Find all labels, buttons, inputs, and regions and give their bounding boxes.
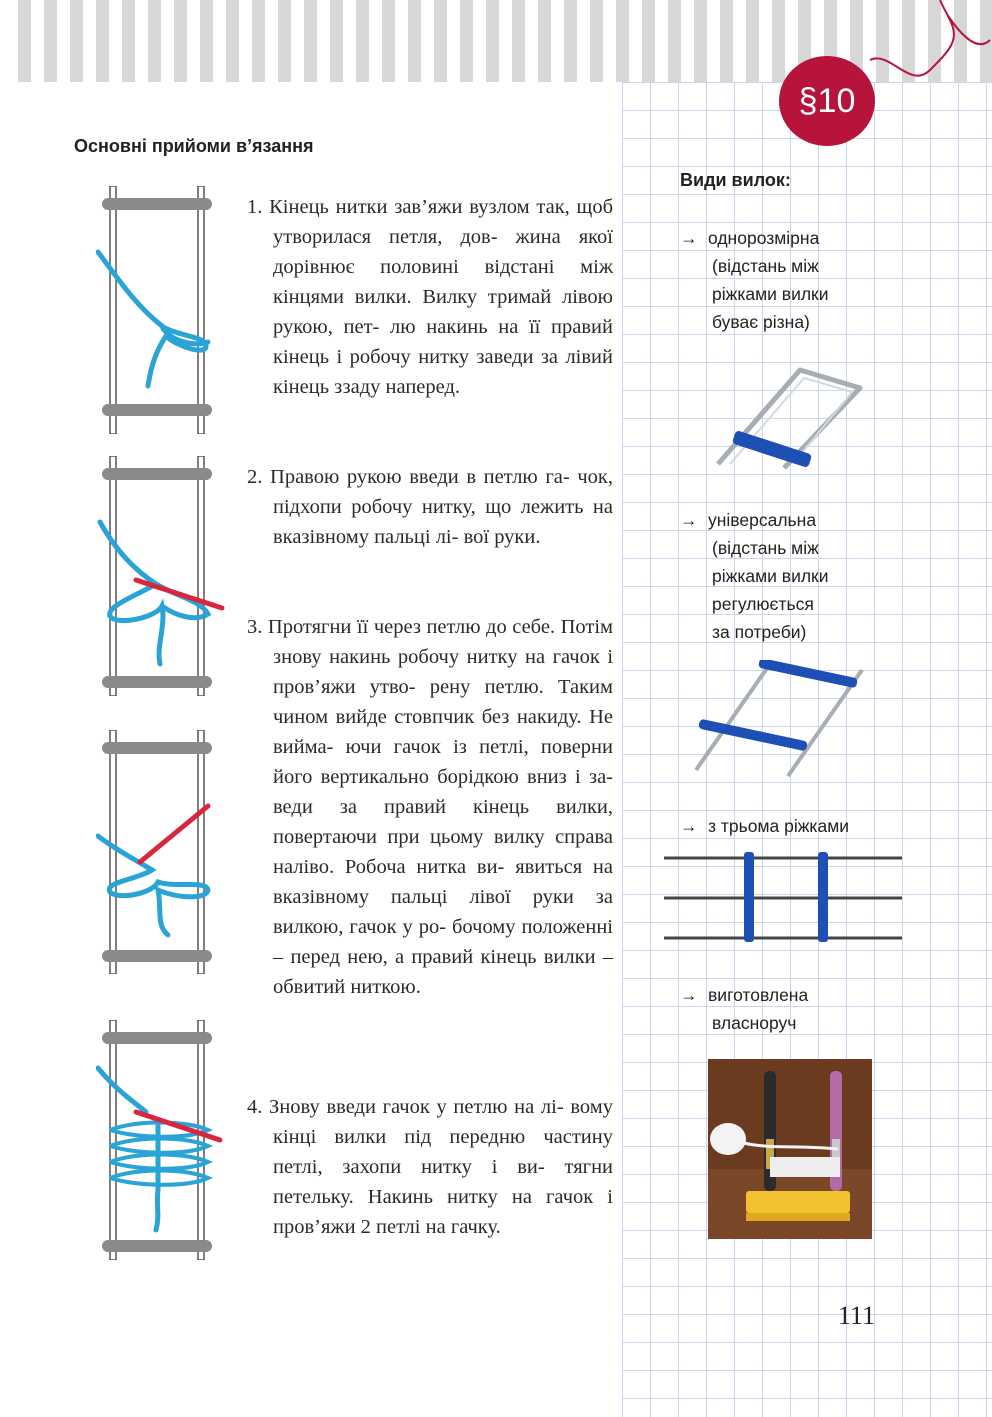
header-stripe xyxy=(616,0,629,82)
step-1-text: 1. Кінець нитки зав’яжи вузлом так, щоб утворилася петля, дов- жина якої дорівнює половині відстані між кінцями вилки. Вилку тримай лівою рукою, пет- лю накинь на її правий кінець і робочу нитку заведи за лівий кінець ззаду наперед. xyxy=(247,196,614,398)
header-stripe xyxy=(330,0,343,82)
header-stripe xyxy=(564,0,577,82)
step-3-illustration xyxy=(96,730,226,974)
header-stripe xyxy=(356,0,369,82)
universal-fork-image xyxy=(688,660,866,780)
header-stripe xyxy=(720,0,733,82)
step-2-text: 2. Правою рукою введи в петлю га- чок, підхопи робочу нитку, що лежить на вказівному пальці лі- вої руки. xyxy=(247,466,614,548)
section-heading: Основні прийоми в’язання xyxy=(74,136,314,156)
header-stripe xyxy=(18,0,31,82)
header-stripe xyxy=(44,0,57,82)
header-stripe xyxy=(408,0,421,82)
fork-type-three-prong: → з трьома ріжками xyxy=(680,812,849,840)
single-size-fork-image xyxy=(712,364,868,472)
header-stripe xyxy=(252,0,265,82)
header-stripe xyxy=(304,0,317,82)
header-stripe xyxy=(538,0,551,82)
arrow-right-icon: → xyxy=(680,228,698,248)
header-stripe xyxy=(278,0,291,82)
header-stripe xyxy=(486,0,499,82)
homemade-fork-photo xyxy=(708,1059,872,1239)
step-4-illustration xyxy=(96,1020,226,1260)
header-stripe xyxy=(694,0,707,82)
three-prong-fork-image xyxy=(664,850,902,946)
step-1-illustration xyxy=(96,186,226,434)
header-stripe xyxy=(148,0,161,82)
arrow-right-icon: → xyxy=(680,816,698,836)
section-badge: §10 xyxy=(779,56,875,146)
header-stripe xyxy=(70,0,83,82)
header-stripe xyxy=(122,0,135,82)
header-stripe xyxy=(668,0,681,82)
header-stripe xyxy=(512,0,525,82)
fork-type-single-size: → однорозмірна (відстань між ріжками вилки буває різна) xyxy=(680,224,828,336)
header-stripe xyxy=(226,0,239,82)
header-stripe xyxy=(200,0,213,82)
header-stripe xyxy=(174,0,187,82)
step-4-text: 4. Знову введи гачок у петлю на лі- вому кінці вилки під передню частину петлі, захопи нитку і ви- тягни петельку. Накинь нитку на гачок і пров’яжи 2 петлі на гачку. xyxy=(247,1096,614,1238)
step-2-illustration xyxy=(96,456,226,696)
step-3-text: 3. Протягни її через петлю до себе. Потім знову накинь робочу нитку на гачок і пров’яжи утво- рену петлю. Таким чином вийде стовпчик без накиду. Не вийма- ючи гачок із петлі, поверни його вертикально борідкою вниз і за- веди за правий кінець вилки, повертаючи при цьому вилку справа наліво. Робоча нитка ви- явиться на вказівному пальці лівої руки за вилкою, гачок у ро- бочому положенні – перед нею, а правий кінець вилки – обвитий ниткою. xyxy=(247,616,614,998)
arrow-right-icon: → xyxy=(680,985,698,1005)
fork-type-homemade: → виготовлена власноруч xyxy=(680,981,808,1037)
header-stripe xyxy=(434,0,447,82)
arrow-right-icon: → xyxy=(680,510,698,530)
fork-types-title: Види вилок: xyxy=(680,170,791,190)
page-number: 111 xyxy=(838,1301,876,1330)
fork-type-universal: → універсальна (відстань між ріжками вилки регулюється за потреби) xyxy=(680,506,828,646)
header-stripe xyxy=(590,0,603,82)
header-stripe xyxy=(96,0,109,82)
header-stripe xyxy=(642,0,655,82)
header-stripe xyxy=(460,0,473,82)
header-stripe xyxy=(746,0,759,82)
header-stripe xyxy=(772,0,785,82)
header-stripe xyxy=(382,0,395,82)
